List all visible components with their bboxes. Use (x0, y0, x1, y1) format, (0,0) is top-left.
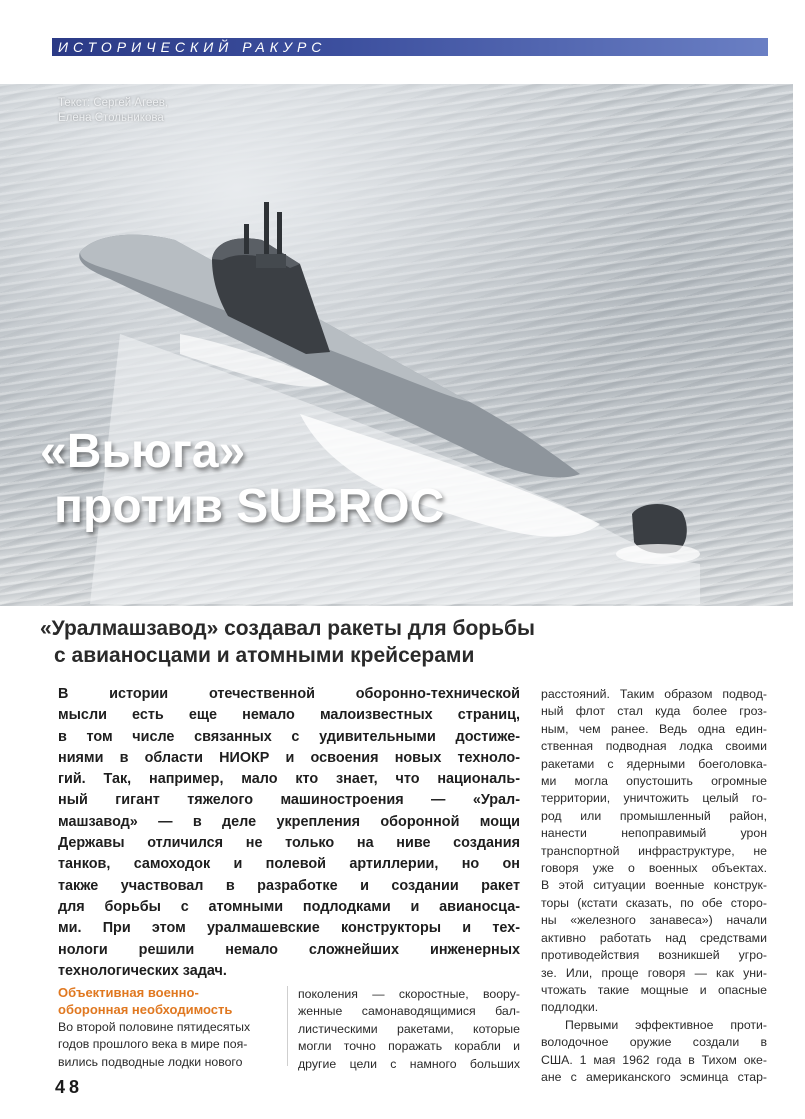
lead-line: в том числе связанных с удивительными достиже- (58, 728, 520, 745)
body-line: активно работать над средствами (541, 930, 767, 945)
body-line: противодействия возникшей угро- (541, 948, 767, 963)
author-credit (58, 96, 258, 126)
subheadline-line-1: «Уралмашзавод» создавал ракеты для борьбы (40, 617, 535, 640)
lead-line: нологи решили немало сложнейших инженерных (58, 941, 520, 958)
credit-line-2: Елена Стольникова (58, 112, 164, 124)
submarine-photo (0, 84, 793, 606)
body-line: чтожать такие мощные и опасные (541, 982, 767, 997)
lead-line: ниями в области НИОКР и освоения новых техноло- (58, 749, 520, 766)
body-line: вились подводные лодки нового (58, 1054, 243, 1069)
section-header-band (52, 38, 768, 56)
body-line: женные самонаводящимися бал- (298, 1004, 520, 1019)
body-line: ственная подводная лодка своими (541, 739, 767, 754)
lead-line: мысли есть еще немало малоизвестных страниц, (58, 707, 520, 724)
body-line: США. 1 мая 1962 года в Тихом оке- (541, 1052, 767, 1067)
body-line: говоря уже о военных объектах. (541, 861, 767, 876)
body-line: другие цели с намного больших (298, 1056, 520, 1071)
column-right (541, 686, 767, 1086)
body-line: ане с американского эсминца стар- (541, 1069, 767, 1084)
body-line: могли точно поражать корабли и (298, 1039, 520, 1054)
body-line: В этой ситуации военные конструк- (541, 878, 767, 893)
headline-line-2: против SUBROC (54, 480, 445, 533)
lead-line: гий. Так, например, мало кто знает, что националь- (58, 771, 520, 788)
lead-line: машзавод» — в деле укрепления оборонной мощи (58, 813, 520, 830)
body-line: володочное оружие создали в (541, 1035, 767, 1050)
body-line: ный флот стал куда более гроз- (541, 704, 767, 719)
lead-line: для борьбы с атомными подлодками и авианосца- (58, 898, 520, 915)
body-line: ным, чем ранее. Ведь одна един- (541, 721, 767, 736)
body-line: годов прошлого века в мире поя- (58, 1037, 248, 1052)
column-left (58, 1019, 276, 1071)
body-line: торы (кстати сказать, по обе сторо- (541, 895, 767, 910)
page-number: 48 (55, 1077, 84, 1097)
body-line: подлодки. (541, 1000, 599, 1015)
section-heading-line-2: оборонная необходимость (58, 1002, 233, 1017)
body-line: листическими ракетами, которые (298, 1021, 520, 1036)
section-heading-line-1: Объективная военно- (58, 985, 199, 1000)
body-line: зе. Или, проще говоря — как уни- (541, 965, 767, 980)
headline-line-1: «Вьюга» (40, 425, 246, 478)
lead-line: ный гигант тяжелого машиностроения — «Урал- (58, 792, 520, 809)
body-line: ракетами с ядерными боеголовка- (541, 756, 767, 771)
column-divider (287, 986, 288, 1066)
section-heading (58, 984, 288, 1018)
lead-line: технологических задач. (58, 962, 227, 979)
section-label: ИСТОРИЧЕСКИЙ РАКУРС (58, 39, 327, 55)
body-line: транспортной инфраструктуре, не (541, 843, 767, 858)
body-line: род или промышленный район, (541, 808, 767, 823)
lead-paragraph (58, 684, 520, 982)
body-line: ми могла опустошить огромные (541, 774, 767, 789)
column-middle (298, 986, 520, 1073)
lead-line: ми. При этом уралмашевские конструкторы и тех- (58, 920, 520, 937)
body-line: территории, уничтожить целый го- (541, 791, 767, 806)
body-line: поколения — скоростные, воору- (298, 987, 520, 1001)
lead-line: танков, самоходок и полевой артиллерии, но он (58, 856, 520, 873)
credit-line-1: Текст: Сергей Агеев, (58, 97, 169, 109)
body-line: Первыми эффективное проти- (565, 1017, 767, 1032)
subheadline-line-2: с авианосцами и атомными крейсерами (54, 644, 475, 667)
lead-line: В истории отечественной оборонно-технической (58, 686, 520, 702)
body-line: нанести непоправимый урон (541, 826, 767, 841)
lead-line: Державы отличился не только на ниве создания (58, 835, 520, 852)
article-headline (40, 424, 600, 534)
body-line: ны «железного занавеса») начали (541, 913, 767, 928)
lead-line: также участвовал в разработке и создании ракет (58, 877, 520, 894)
article-subheadline (40, 615, 760, 669)
body-line: расстояний. Таким образом подвод- (541, 687, 767, 701)
body-line: Во второй половине пятидесятых (58, 1020, 251, 1034)
